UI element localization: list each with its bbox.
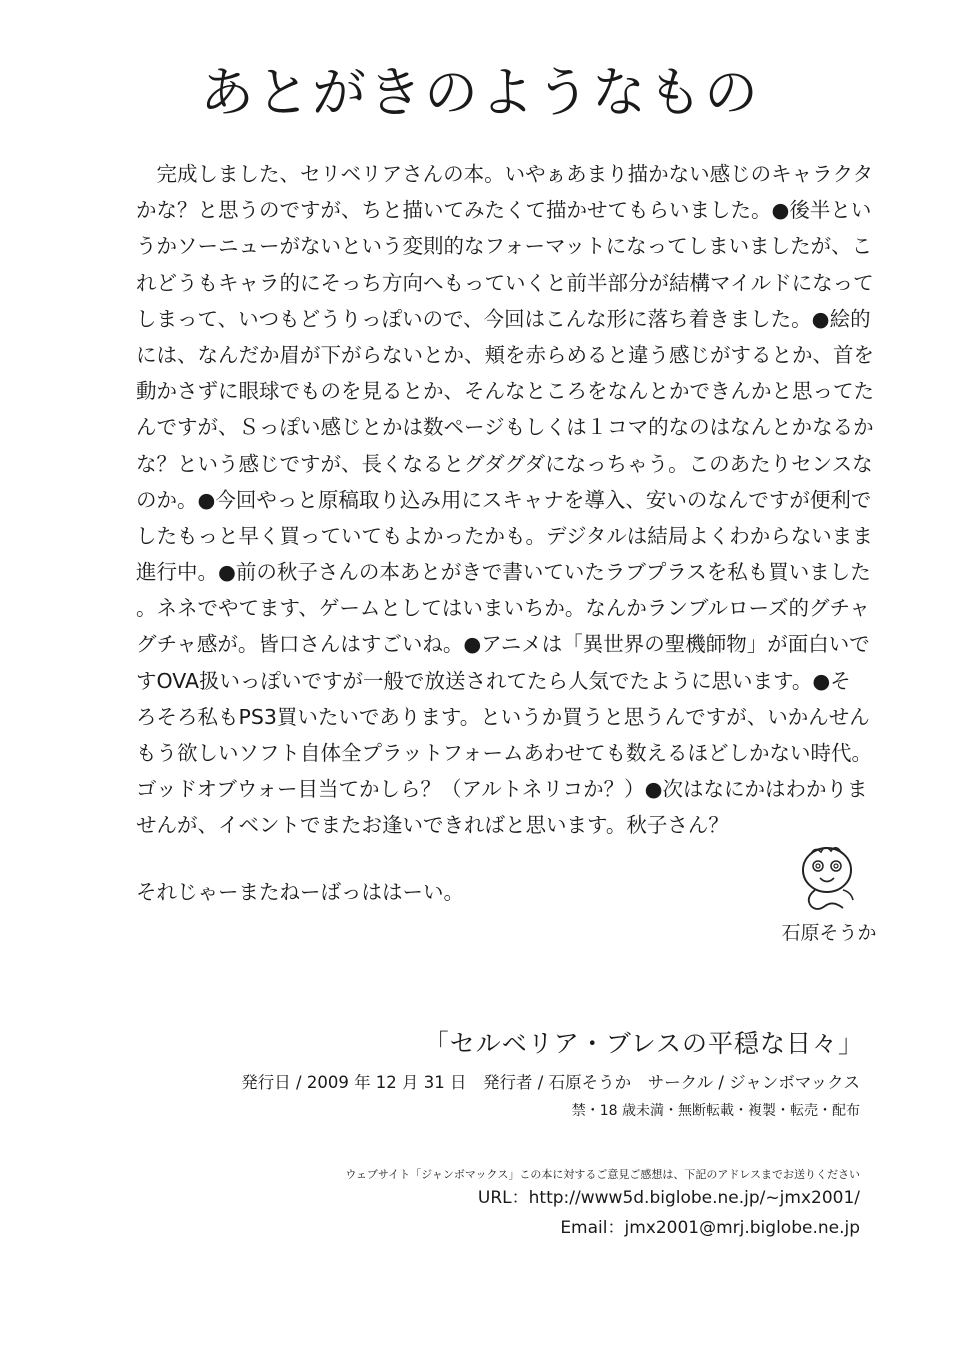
body-line: したもっと早く買っていてもよかったかも。デジタルは結局よくわからないまま: [136, 523, 873, 548]
restriction-notice: 禁・18 歳未満・無断転載・複製・転売・配布: [571, 1103, 860, 1119]
website-note: ウェブサイト「ジャンボマックス」この本に対するご意見ご感想は、下記のアドレスまでお送りください: [345, 1168, 860, 1181]
body-line: には、なんだか眉が下がらないとか、頬を赤らめると違う感じがするとか、首を: [136, 342, 874, 367]
body-line: ろそろ私もPS3買いたいであります。というか買うと思うんですが、いかんせん: [136, 704, 870, 729]
body-line: しまって、いつもどうりっぽいので、今回はこんな形に落ち着きました。●絵的: [136, 306, 871, 331]
website-url: URL：http://www5d.biglobe.ne.jp/~jmx2001/: [477, 1188, 860, 1208]
author-doodle-icon: [789, 838, 869, 918]
body-line: すOVA扱いっぽいですが一般で放送されてたら人気でたように思います。●そ: [136, 668, 851, 693]
afterword-body: [136, 156, 884, 844]
body-line: んですが、Ｓっぽい感じとかは数ページもしくは１コマ的なのはなんとかなるか: [136, 415, 874, 440]
body-line: もう欲しいソフト自体全プラットフォームあわせても数えるほどしかない時代。: [136, 741, 872, 765]
book-title: 「セルベリア・ブレスの平穏な日々」: [423, 1029, 864, 1058]
body-line: うかソーニューがないという変則的なフォーマットになってしまいましたが、こ: [136, 234, 873, 259]
body-line: グチャ感が。皆口さんはすごいね。●アニメは「異世界の聖機師物」が面白いで: [136, 632, 870, 657]
body-line: 動かさずに眼球でものを見るとか、そんなところをなんとかできんかと思ってた: [136, 379, 874, 404]
publish-info: 発行日 / 2009 年 12 月 31 日 発行者 / 石原そうか サークル / ジャンボマックス: [241, 1073, 860, 1092]
author-signature: [770, 838, 888, 946]
body-line: れどうもキャラ的にそっち方向へもっていくと前半部分が結構マイルドになって: [136, 270, 874, 295]
body-line: 。ネネでやてます、ゲームとしてはいまいちか。なんかランブルローズ的グチャ: [136, 596, 870, 621]
body-line: 進行中。●前の秋子さんの本あとがきで書いていたラブプラスを私も買いました: [136, 560, 871, 585]
body-line: のか。●今回やっと原稿取り込み用にスキャナを導入、安いのなんですが便利で: [136, 487, 872, 512]
body-line: 完成しました、セリベリアさんの本。いやぁあまり描かない感じのキャラクタ: [136, 162, 874, 186]
page-title: あとがきのようなもの: [200, 61, 760, 124]
body-line: せんが、イベントでまたお逢いできればと思います。秋子さん？: [136, 813, 729, 838]
contact-email: Email：jmx2001@mrj.biglobe.ne.jp: [560, 1218, 860, 1238]
author-name: 石原そうか: [781, 922, 877, 944]
body-line: な？という感じですが、長くなるとグダグダになっちゃう。このあたりセンスな: [136, 451, 873, 476]
body-line: かな？と思うのですが、ちと描いてみたくて描かせてもらいました。●後半とい: [136, 198, 872, 223]
farewell-text: それじゃーまたねーばっははーい。: [136, 880, 464, 904]
body-line: ゴッドオブウォー目当てかしら？（アルトネリコか？）●次はなにかはわかりま: [136, 777, 868, 802]
